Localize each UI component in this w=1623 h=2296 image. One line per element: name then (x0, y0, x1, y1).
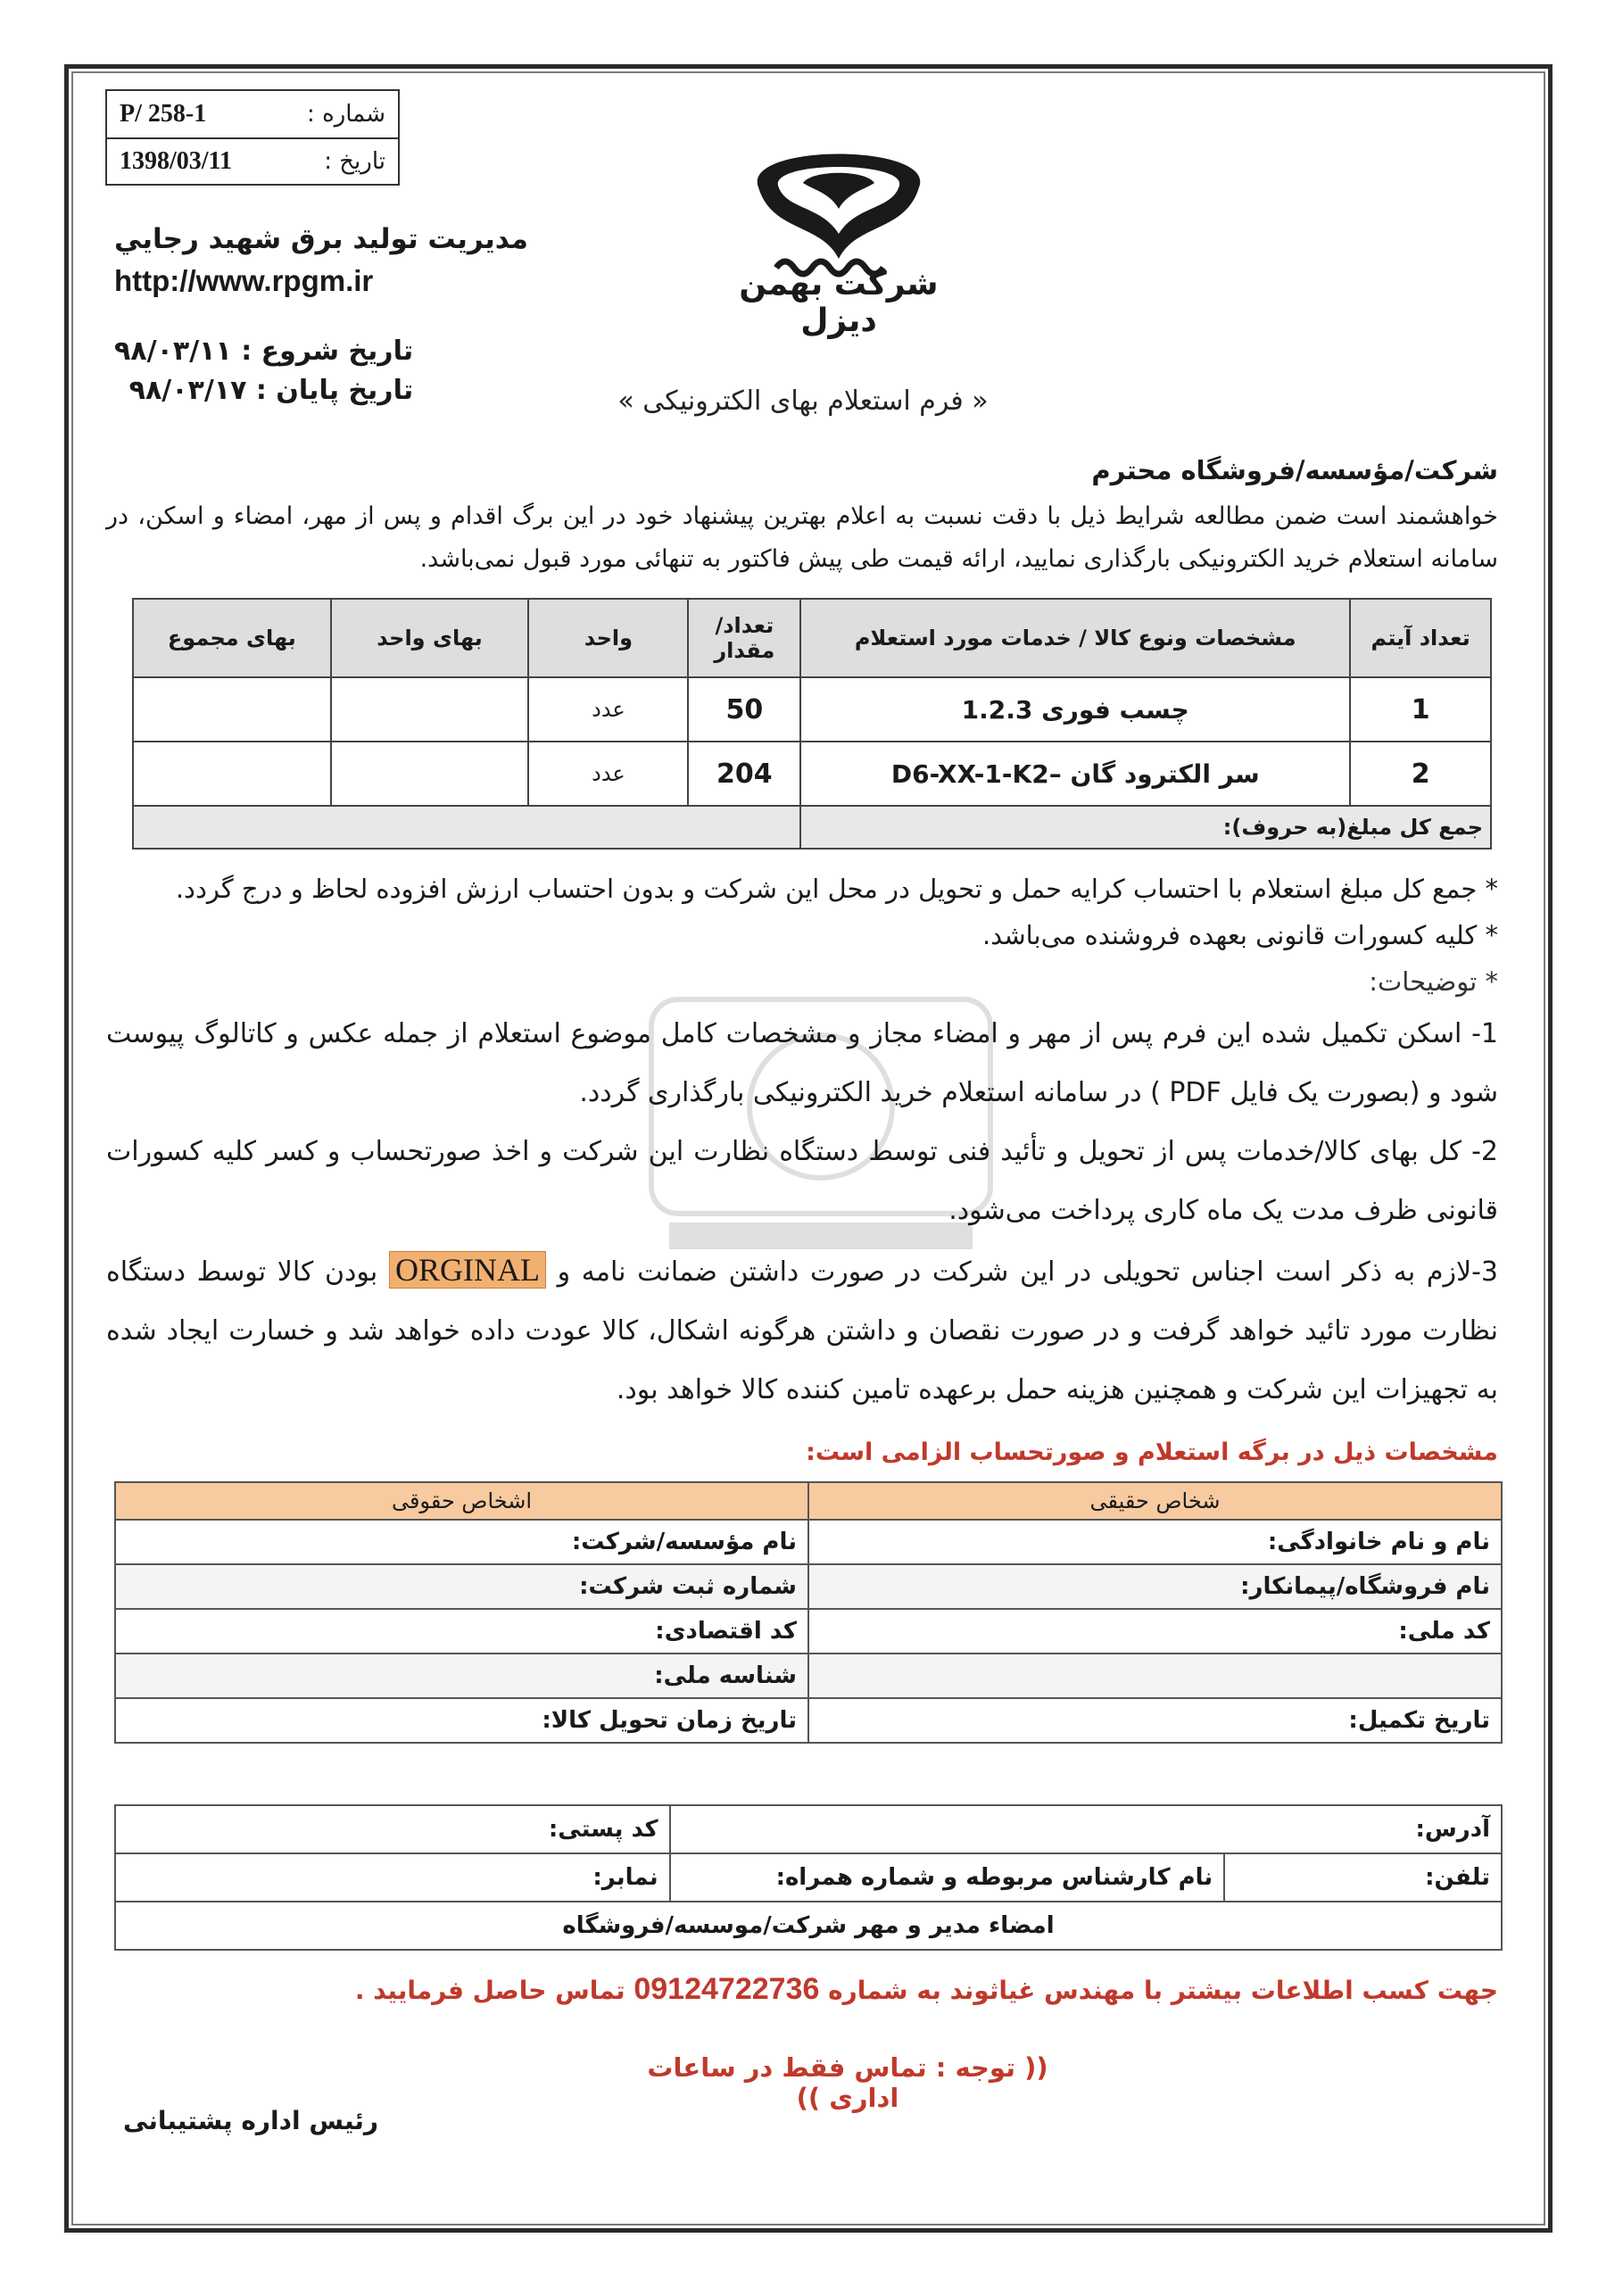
row-description: سر الکترود گان –D6-XX-1-K2 (800, 742, 1350, 806)
field-delivery-date[interactable]: تاریخ زمان تحویل کالا: (115, 1698, 808, 1743)
row-quantity: 204 (688, 742, 800, 806)
items-table (132, 598, 1492, 850)
field-expert[interactable]: نام کارشناس مربوطه و شماره همراه: (670, 1853, 1225, 1902)
field-shop-name[interactable]: نام فروشگاه/پیمانکار: (808, 1564, 1502, 1609)
field-signature[interactable]: امضاء مدیر و مهر شرکت/موسسه/فروشگاه (115, 1902, 1502, 1950)
date-label: تاریخ : (324, 148, 385, 175)
contact-text-end: تماس حاصل فرمایید . (354, 1976, 625, 2005)
note-bullet-1: * جمع کل مبلغ استعلام با احتساب کرایه حمل و تحویل در محل این شرکت و بدون احتساب ارزش افزوده لحاظ و درج گردد. (175, 874, 1498, 904)
persons-table (114, 1481, 1503, 1744)
sum-row (133, 806, 1491, 849)
field-national-id[interactable]: شناسه ملی: (115, 1654, 808, 1698)
field-postal-code[interactable]: کد پستی: (115, 1805, 670, 1853)
row-total-price[interactable] (133, 677, 331, 742)
number-label: شماره : (307, 101, 385, 128)
form-title: « فرم استعلام بهای الکترونیکی » (617, 385, 989, 417)
contact-phone[interactable]: 09124722736 (633, 1972, 820, 2006)
greeting: شرکت/مؤسسه/فروشگاه محترم (1091, 455, 1498, 485)
row-number: 1 (1350, 677, 1491, 742)
table-row (115, 1520, 1502, 1564)
table-row (115, 1698, 1502, 1743)
note-paragraph-1: 1- اسکن تکمیل شده این فرم پس از مهر و امضاء مجاز و مشخصات کامل موضوع استعلام از جمله عکس و کاتالوگ پیوست شود و (بصورت یک فایل PDF ) در سامانه استعلام خرید الکترونیکی بارگذاری گردد. (106, 1018, 1498, 1108)
note-paragraph-2: 2- کل بهای کالا/خدمات پس از تحویل و تأئید فنی توسط دستگاه نظارت این شرکت و اخذ صورتحساب و کسر کلیه کسورات قانونی ظرف مدت یک ماه کاری پرداخت می‌شود. (106, 1136, 1498, 1226)
table-row (115, 1853, 1502, 1902)
note-bullet-2: * کلیه کسورات قانونی بعهده فروشنده می‌باشد. (981, 920, 1498, 950)
header-legal-person: اشخاص حقوقی (115, 1482, 808, 1520)
reference-box (105, 89, 400, 186)
office-hours-note: (( توجه : تماس فقط در ساعات اداری )) (647, 2052, 1048, 2113)
table-row (133, 677, 1491, 742)
field-empty[interactable] (808, 1654, 1502, 1698)
sum-label: جمع کل مبلغ(به حروف): (800, 806, 1491, 849)
logo-caption: شرکت بهمن دیزل (739, 266, 939, 339)
field-company-name[interactable]: نام مؤسسه/شرکت: (115, 1520, 808, 1564)
header-quantity: تعداد/ مقدار (688, 599, 800, 677)
header-description: مشخصات ونوع کالا / خدمات مورد استعلام (800, 599, 1350, 677)
row-number: 2 (1350, 742, 1491, 806)
field-full-name[interactable]: نام و نام خانوادگی: (808, 1520, 1502, 1564)
header-unit: واحد (528, 599, 688, 677)
header-total-price: بهای مجموع (133, 599, 331, 677)
persons-header-row (115, 1482, 1502, 1520)
table-row (115, 1902, 1502, 1950)
company-url[interactable]: http://www.rpgm.ir (114, 264, 374, 297)
notes-heading: * توضیحات: (1369, 966, 1498, 997)
field-phone[interactable]: تلفن: (1224, 1853, 1502, 1902)
table-row (115, 1609, 1502, 1654)
number-value: P/ 258-1 (120, 100, 207, 128)
company-name: مدیریت تولید برق شهید رجایي (114, 223, 528, 255)
orginal-highlight: ORGINAL (389, 1251, 546, 1289)
header-real-person: شخاص حقیقی (808, 1482, 1502, 1520)
row-unit: عدد (528, 742, 688, 806)
table-row (115, 1654, 1502, 1698)
table-row (115, 1805, 1502, 1853)
sum-value[interactable] (133, 806, 800, 849)
end-date: تاريخ پايان : ۹۸/۰۳/۱۷ (128, 375, 414, 406)
note-paragraph-3 (106, 1240, 1498, 1420)
row-unit-price[interactable] (331, 677, 529, 742)
intro-text: خواهشمند است ضمن مطالعه شرایط ذیل با دقت نسبت به اعلام بهترین پیشنهاد خود در این برگ اقدام و پس از مهر، امضاء و اسکن، در سامانه استعلام خرید الکترونیکی بارگذاری نمایید، ارائه قیمت طی پیش فاکتور به تنهائی مورد قبول نمی‌باشد. (106, 502, 1498, 573)
table-row (133, 742, 1491, 806)
address-table (114, 1804, 1503, 1951)
field-address[interactable]: آدرس: (670, 1805, 1502, 1853)
signer-title: رئیس اداره پشتیبانی (123, 2106, 379, 2135)
table-row (115, 1564, 1502, 1609)
field-completion-date[interactable]: تاریخ تکمیل: (808, 1698, 1502, 1743)
contact-text-start: جهت کسب اطلاعات بیشتر با مهندس غیاثوند به شماره (828, 1976, 1498, 2005)
row-unit-price[interactable] (331, 742, 529, 806)
field-national-code[interactable]: کد ملی: (808, 1609, 1502, 1654)
row-quantity: 50 (688, 677, 800, 742)
note-paragraph-3-start: 3-لازم به ذکر است اجناس تحویلی در این شرکت در صورت داشتن ضمانت نامه و (557, 1256, 1498, 1288)
field-fax[interactable]: نمابر: (115, 1853, 670, 1902)
header-item-count: تعداد آیتم (1350, 599, 1491, 677)
notes-section (106, 866, 1498, 1420)
field-economic-code[interactable]: کد اقتصادی: (115, 1609, 808, 1654)
note-paragraph-3-end: بودن کالا توسط دستگاه نظارت مورد تائید خواهد گرفت و در صورت نقصان و داشتن هرگونه اشکال، کالا عودت داده خواهد شد و خسارت ایجاد شده به تجهیزات این شرکت و همچنین هزینه حمل برعهده تامین کننده کالا خواهد بود. (106, 1256, 1498, 1405)
header-unit-price: بهای واحد (331, 599, 529, 677)
row-unit: عدد (528, 677, 688, 742)
row-total-price[interactable] (133, 742, 331, 806)
requirements-title: مشخصات ذیل در برگه استعلام و صورتحساب الزامی است: (806, 1438, 1498, 1466)
date-value: 1398/03/11 (120, 147, 233, 175)
row-description: چسب فوری 1.2.3 (800, 677, 1350, 742)
start-date: تاريخ شروع : ۹۸/۰۳/۱۱ (114, 336, 414, 367)
date-range (114, 332, 413, 410)
field-registration-number[interactable]: شماره ثبت شرکت: (115, 1564, 808, 1609)
items-header-row (133, 599, 1491, 677)
contact-line (355, 1972, 1498, 2007)
